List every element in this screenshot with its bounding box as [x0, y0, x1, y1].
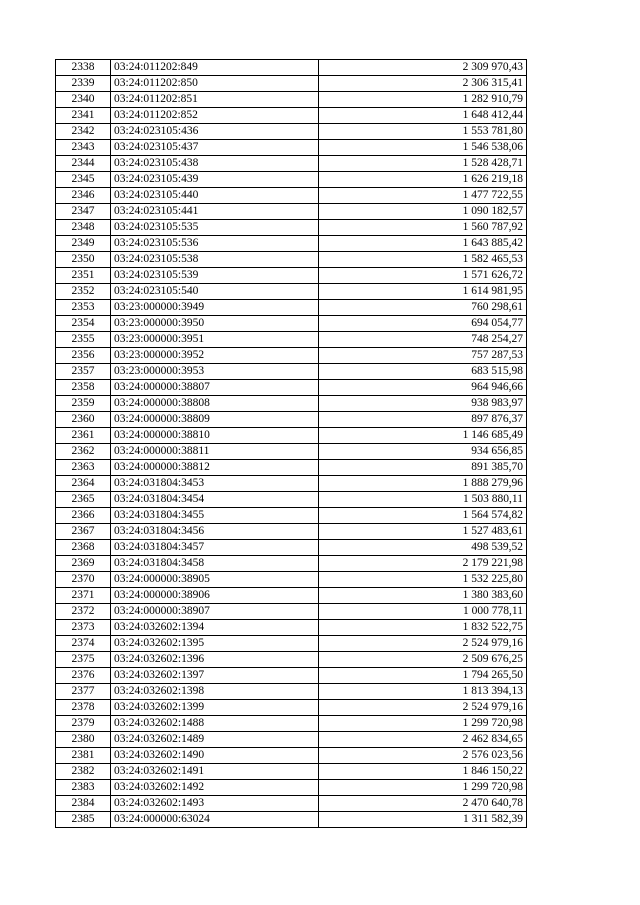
- table-row: [56, 508, 527, 524]
- value-cell: 1 794 265,50: [319, 668, 527, 684]
- cadastral-number-cell: 03:24:023105:438: [111, 156, 319, 172]
- value-cell: 1 532 225,80: [319, 572, 527, 588]
- cadastral-number-cell: 03:24:000000:38808: [111, 396, 319, 412]
- cadastral-number-cell: 03:23:000000:3951: [111, 332, 319, 348]
- cadastral-number-cell: 03:24:031804:3453: [111, 476, 319, 492]
- row-number-cell: 2346: [56, 188, 111, 204]
- value-cell: 1 626 219,18: [319, 172, 527, 188]
- row-number-cell: 2342: [56, 124, 111, 140]
- value-cell: 1 614 981,95: [319, 284, 527, 300]
- row-number-cell: 2355: [56, 332, 111, 348]
- row-number-cell: 2345: [56, 172, 111, 188]
- table-row: [56, 700, 527, 716]
- cadastral-number-cell: 03:24:032602:1397: [111, 668, 319, 684]
- table-row: [56, 380, 527, 396]
- row-number-cell: 2359: [56, 396, 111, 412]
- cadastral-number-cell: 03:24:011202:850: [111, 76, 319, 92]
- table-row: [56, 588, 527, 604]
- cadastral-number-cell: 03:24:023105:439: [111, 172, 319, 188]
- value-cell: 683 515,98: [319, 364, 527, 380]
- cadastral-number-cell: 03:24:023105:441: [111, 204, 319, 220]
- row-number-cell: 2341: [56, 108, 111, 124]
- value-cell: 1 564 574,82: [319, 508, 527, 524]
- cadastral-number-cell: 03:24:023105:539: [111, 268, 319, 284]
- cadastral-number-cell: 03:24:023105:440: [111, 188, 319, 204]
- cadastral-number-cell: 03:24:032602:1399: [111, 700, 319, 716]
- row-number-cell: 2381: [56, 748, 111, 764]
- table-row: [56, 316, 527, 332]
- row-number-cell: 2348: [56, 220, 111, 236]
- value-cell: 1 503 880,11: [319, 492, 527, 508]
- cadastral-number-cell: 03:24:000000:63024: [111, 812, 319, 828]
- table-row: [56, 604, 527, 620]
- row-number-cell: 2368: [56, 540, 111, 556]
- value-cell: 1 477 722,55: [319, 188, 527, 204]
- value-cell: 934 656,85: [319, 444, 527, 460]
- cadastral-number-cell: 03:24:000000:38810: [111, 428, 319, 444]
- table-row: [56, 188, 527, 204]
- table-row: [56, 284, 527, 300]
- row-number-cell: 2356: [56, 348, 111, 364]
- row-number-cell: 2375: [56, 652, 111, 668]
- table-row: [56, 364, 527, 380]
- value-cell: 2 462 834,65: [319, 732, 527, 748]
- value-cell: 1 380 383,60: [319, 588, 527, 604]
- value-cell: 760 298,61: [319, 300, 527, 316]
- table-row: [56, 348, 527, 364]
- table-body: [56, 60, 527, 828]
- table-row: [56, 92, 527, 108]
- cadastral-number-cell: 03:24:011202:852: [111, 108, 319, 124]
- table-row: [56, 524, 527, 540]
- cadastral-number-cell: 03:24:031804:3458: [111, 556, 319, 572]
- table-row: [56, 268, 527, 284]
- row-number-cell: 2369: [56, 556, 111, 572]
- table-row: [56, 748, 527, 764]
- table-row: [56, 444, 527, 460]
- cadastral-number-cell: 03:24:000000:38807: [111, 380, 319, 396]
- row-number-cell: 2377: [56, 684, 111, 700]
- row-number-cell: 2364: [56, 476, 111, 492]
- table-row: [56, 796, 527, 812]
- value-cell: 1 528 428,71: [319, 156, 527, 172]
- cadastral-number-cell: 03:24:000000:38907: [111, 604, 319, 620]
- cadastral-number-cell: 03:23:000000:3952: [111, 348, 319, 364]
- table-row: [56, 540, 527, 556]
- value-cell: 2 470 640,78: [319, 796, 527, 812]
- value-cell: 498 539,52: [319, 540, 527, 556]
- cadastral-number-cell: 03:24:023105:535: [111, 220, 319, 236]
- table-row: [56, 652, 527, 668]
- row-number-cell: 2365: [56, 492, 111, 508]
- table-row: [56, 332, 527, 348]
- value-cell: 2 309 970,43: [319, 60, 527, 76]
- cadastral-number-cell: 03:24:023105:536: [111, 236, 319, 252]
- value-cell: 1 090 182,57: [319, 204, 527, 220]
- table-row: [56, 460, 527, 476]
- cadastral-number-cell: 03:24:032602:1394: [111, 620, 319, 636]
- value-cell: 938 983,97: [319, 396, 527, 412]
- value-cell: 891 385,70: [319, 460, 527, 476]
- row-number-cell: 2382: [56, 764, 111, 780]
- cadastral-number-cell: 03:24:032602:1491: [111, 764, 319, 780]
- table-row: [56, 684, 527, 700]
- table-row: [56, 396, 527, 412]
- cadastral-number-cell: 03:24:031804:3454: [111, 492, 319, 508]
- value-cell: 1 000 778,11: [319, 604, 527, 620]
- table-row: [56, 108, 527, 124]
- value-cell: 1 571 626,72: [319, 268, 527, 284]
- row-number-cell: 2367: [56, 524, 111, 540]
- row-number-cell: 2362: [56, 444, 111, 460]
- value-cell: 2 576 023,56: [319, 748, 527, 764]
- table-row: [56, 220, 527, 236]
- cadastral-number-cell: 03:23:000000:3950: [111, 316, 319, 332]
- value-cell: 1 553 781,80: [319, 124, 527, 140]
- value-cell: 2 524 979,16: [319, 636, 527, 652]
- value-cell: 1 832 522,75: [319, 620, 527, 636]
- value-cell: 1 582 465,53: [319, 252, 527, 268]
- row-number-cell: 2370: [56, 572, 111, 588]
- table-row: [56, 764, 527, 780]
- table-row: [56, 140, 527, 156]
- cadastral-number-cell: 03:24:032602:1490: [111, 748, 319, 764]
- row-number-cell: 2357: [56, 364, 111, 380]
- cadastral-number-cell: 03:24:032602:1396: [111, 652, 319, 668]
- table-row: [56, 620, 527, 636]
- row-number-cell: 2338: [56, 60, 111, 76]
- value-cell: 1 146 685,49: [319, 428, 527, 444]
- row-number-cell: 2349: [56, 236, 111, 252]
- value-cell: 1 527 483,61: [319, 524, 527, 540]
- cadastral-number-cell: 03:24:031804:3456: [111, 524, 319, 540]
- row-number-cell: 2358: [56, 380, 111, 396]
- row-number-cell: 2379: [56, 716, 111, 732]
- cadastral-number-cell: 03:24:032602:1488: [111, 716, 319, 732]
- table-row: [56, 236, 527, 252]
- row-number-cell: 2374: [56, 636, 111, 652]
- value-cell: 757 287,53: [319, 348, 527, 364]
- cadastral-number-cell: 03:24:000000:38812: [111, 460, 319, 476]
- cadastral-number-cell: 03:24:031804:3457: [111, 540, 319, 556]
- table-row: [56, 556, 527, 572]
- row-number-cell: 2363: [56, 460, 111, 476]
- value-cell: 2 306 315,41: [319, 76, 527, 92]
- value-cell: 1 648 412,44: [319, 108, 527, 124]
- table-row: [56, 476, 527, 492]
- value-cell: 1 560 787,92: [319, 220, 527, 236]
- value-cell: 1 888 279,96: [319, 476, 527, 492]
- row-number-cell: 2343: [56, 140, 111, 156]
- table-row: [56, 572, 527, 588]
- row-number-cell: 2351: [56, 268, 111, 284]
- table-row: [56, 780, 527, 796]
- row-number-cell: 2371: [56, 588, 111, 604]
- row-number-cell: 2378: [56, 700, 111, 716]
- cadastral-value-table: [55, 59, 527, 828]
- table-row: [56, 76, 527, 92]
- cadastral-number-cell: 03:24:023105:437: [111, 140, 319, 156]
- value-cell: 897 876,37: [319, 412, 527, 428]
- row-number-cell: 2340: [56, 92, 111, 108]
- cadastral-number-cell: 03:24:032602:1489: [111, 732, 319, 748]
- row-number-cell: 2354: [56, 316, 111, 332]
- table-row: [56, 204, 527, 220]
- cadastral-number-cell: 03:24:031804:3455: [111, 508, 319, 524]
- value-cell: 1 311 582,39: [319, 812, 527, 828]
- row-number-cell: 2380: [56, 732, 111, 748]
- row-number-cell: 2360: [56, 412, 111, 428]
- row-number-cell: 2372: [56, 604, 111, 620]
- table-row: [56, 668, 527, 684]
- table-row: [56, 172, 527, 188]
- table-row: [56, 412, 527, 428]
- table-row: [56, 300, 527, 316]
- cadastral-number-cell: 03:24:000000:38809: [111, 412, 319, 428]
- value-cell: 748 254,27: [319, 332, 527, 348]
- value-cell: 1 643 885,42: [319, 236, 527, 252]
- row-number-cell: 2350: [56, 252, 111, 268]
- table-row: [56, 716, 527, 732]
- row-number-cell: 2347: [56, 204, 111, 220]
- table-row: [56, 636, 527, 652]
- row-number-cell: 2339: [56, 76, 111, 92]
- cadastral-number-cell: 03:24:032602:1398: [111, 684, 319, 700]
- row-number-cell: 2352: [56, 284, 111, 300]
- value-cell: 1 282 910,79: [319, 92, 527, 108]
- table-row: [56, 428, 527, 444]
- value-cell: 1 546 538,06: [319, 140, 527, 156]
- cadastral-number-cell: 03:24:032602:1395: [111, 636, 319, 652]
- table-row: [56, 492, 527, 508]
- row-number-cell: 2353: [56, 300, 111, 316]
- row-number-cell: 2361: [56, 428, 111, 444]
- row-number-cell: 2384: [56, 796, 111, 812]
- cadastral-number-cell: 03:24:023105:436: [111, 124, 319, 140]
- value-cell: 694 054,77: [319, 316, 527, 332]
- cadastral-number-cell: 03:23:000000:3949: [111, 300, 319, 316]
- table-row: [56, 252, 527, 268]
- cadastral-number-cell: 03:24:011202:849: [111, 60, 319, 76]
- value-cell: 1 299 720,98: [319, 780, 527, 796]
- row-number-cell: 2376: [56, 668, 111, 684]
- cadastral-number-cell: 03:24:000000:38905: [111, 572, 319, 588]
- cadastral-number-cell: 03:24:023105:538: [111, 252, 319, 268]
- cadastral-number-cell: 03:24:023105:540: [111, 284, 319, 300]
- row-number-cell: 2385: [56, 812, 111, 828]
- table-row: [56, 812, 527, 828]
- value-cell: 1 813 394,13: [319, 684, 527, 700]
- cadastral-number-cell: 03:24:000000:38811: [111, 444, 319, 460]
- row-number-cell: 2366: [56, 508, 111, 524]
- table-row: [56, 732, 527, 748]
- table-row: [56, 60, 527, 76]
- value-cell: 1 299 720,98: [319, 716, 527, 732]
- row-number-cell: 2373: [56, 620, 111, 636]
- value-cell: 964 946,66: [319, 380, 527, 396]
- value-cell: 1 846 150,22: [319, 764, 527, 780]
- value-cell: 2 179 221,98: [319, 556, 527, 572]
- row-number-cell: 2344: [56, 156, 111, 172]
- table-row: [56, 124, 527, 140]
- cadastral-number-cell: 03:24:011202:851: [111, 92, 319, 108]
- cadastral-number-cell: 03:24:032602:1493: [111, 796, 319, 812]
- cadastral-number-cell: 03:24:000000:38906: [111, 588, 319, 604]
- value-cell: 2 524 979,16: [319, 700, 527, 716]
- row-number-cell: 2383: [56, 780, 111, 796]
- table-row: [56, 156, 527, 172]
- value-cell: 2 509 676,25: [319, 652, 527, 668]
- cadastral-number-cell: 03:23:000000:3953: [111, 364, 319, 380]
- cadastral-number-cell: 03:24:032602:1492: [111, 780, 319, 796]
